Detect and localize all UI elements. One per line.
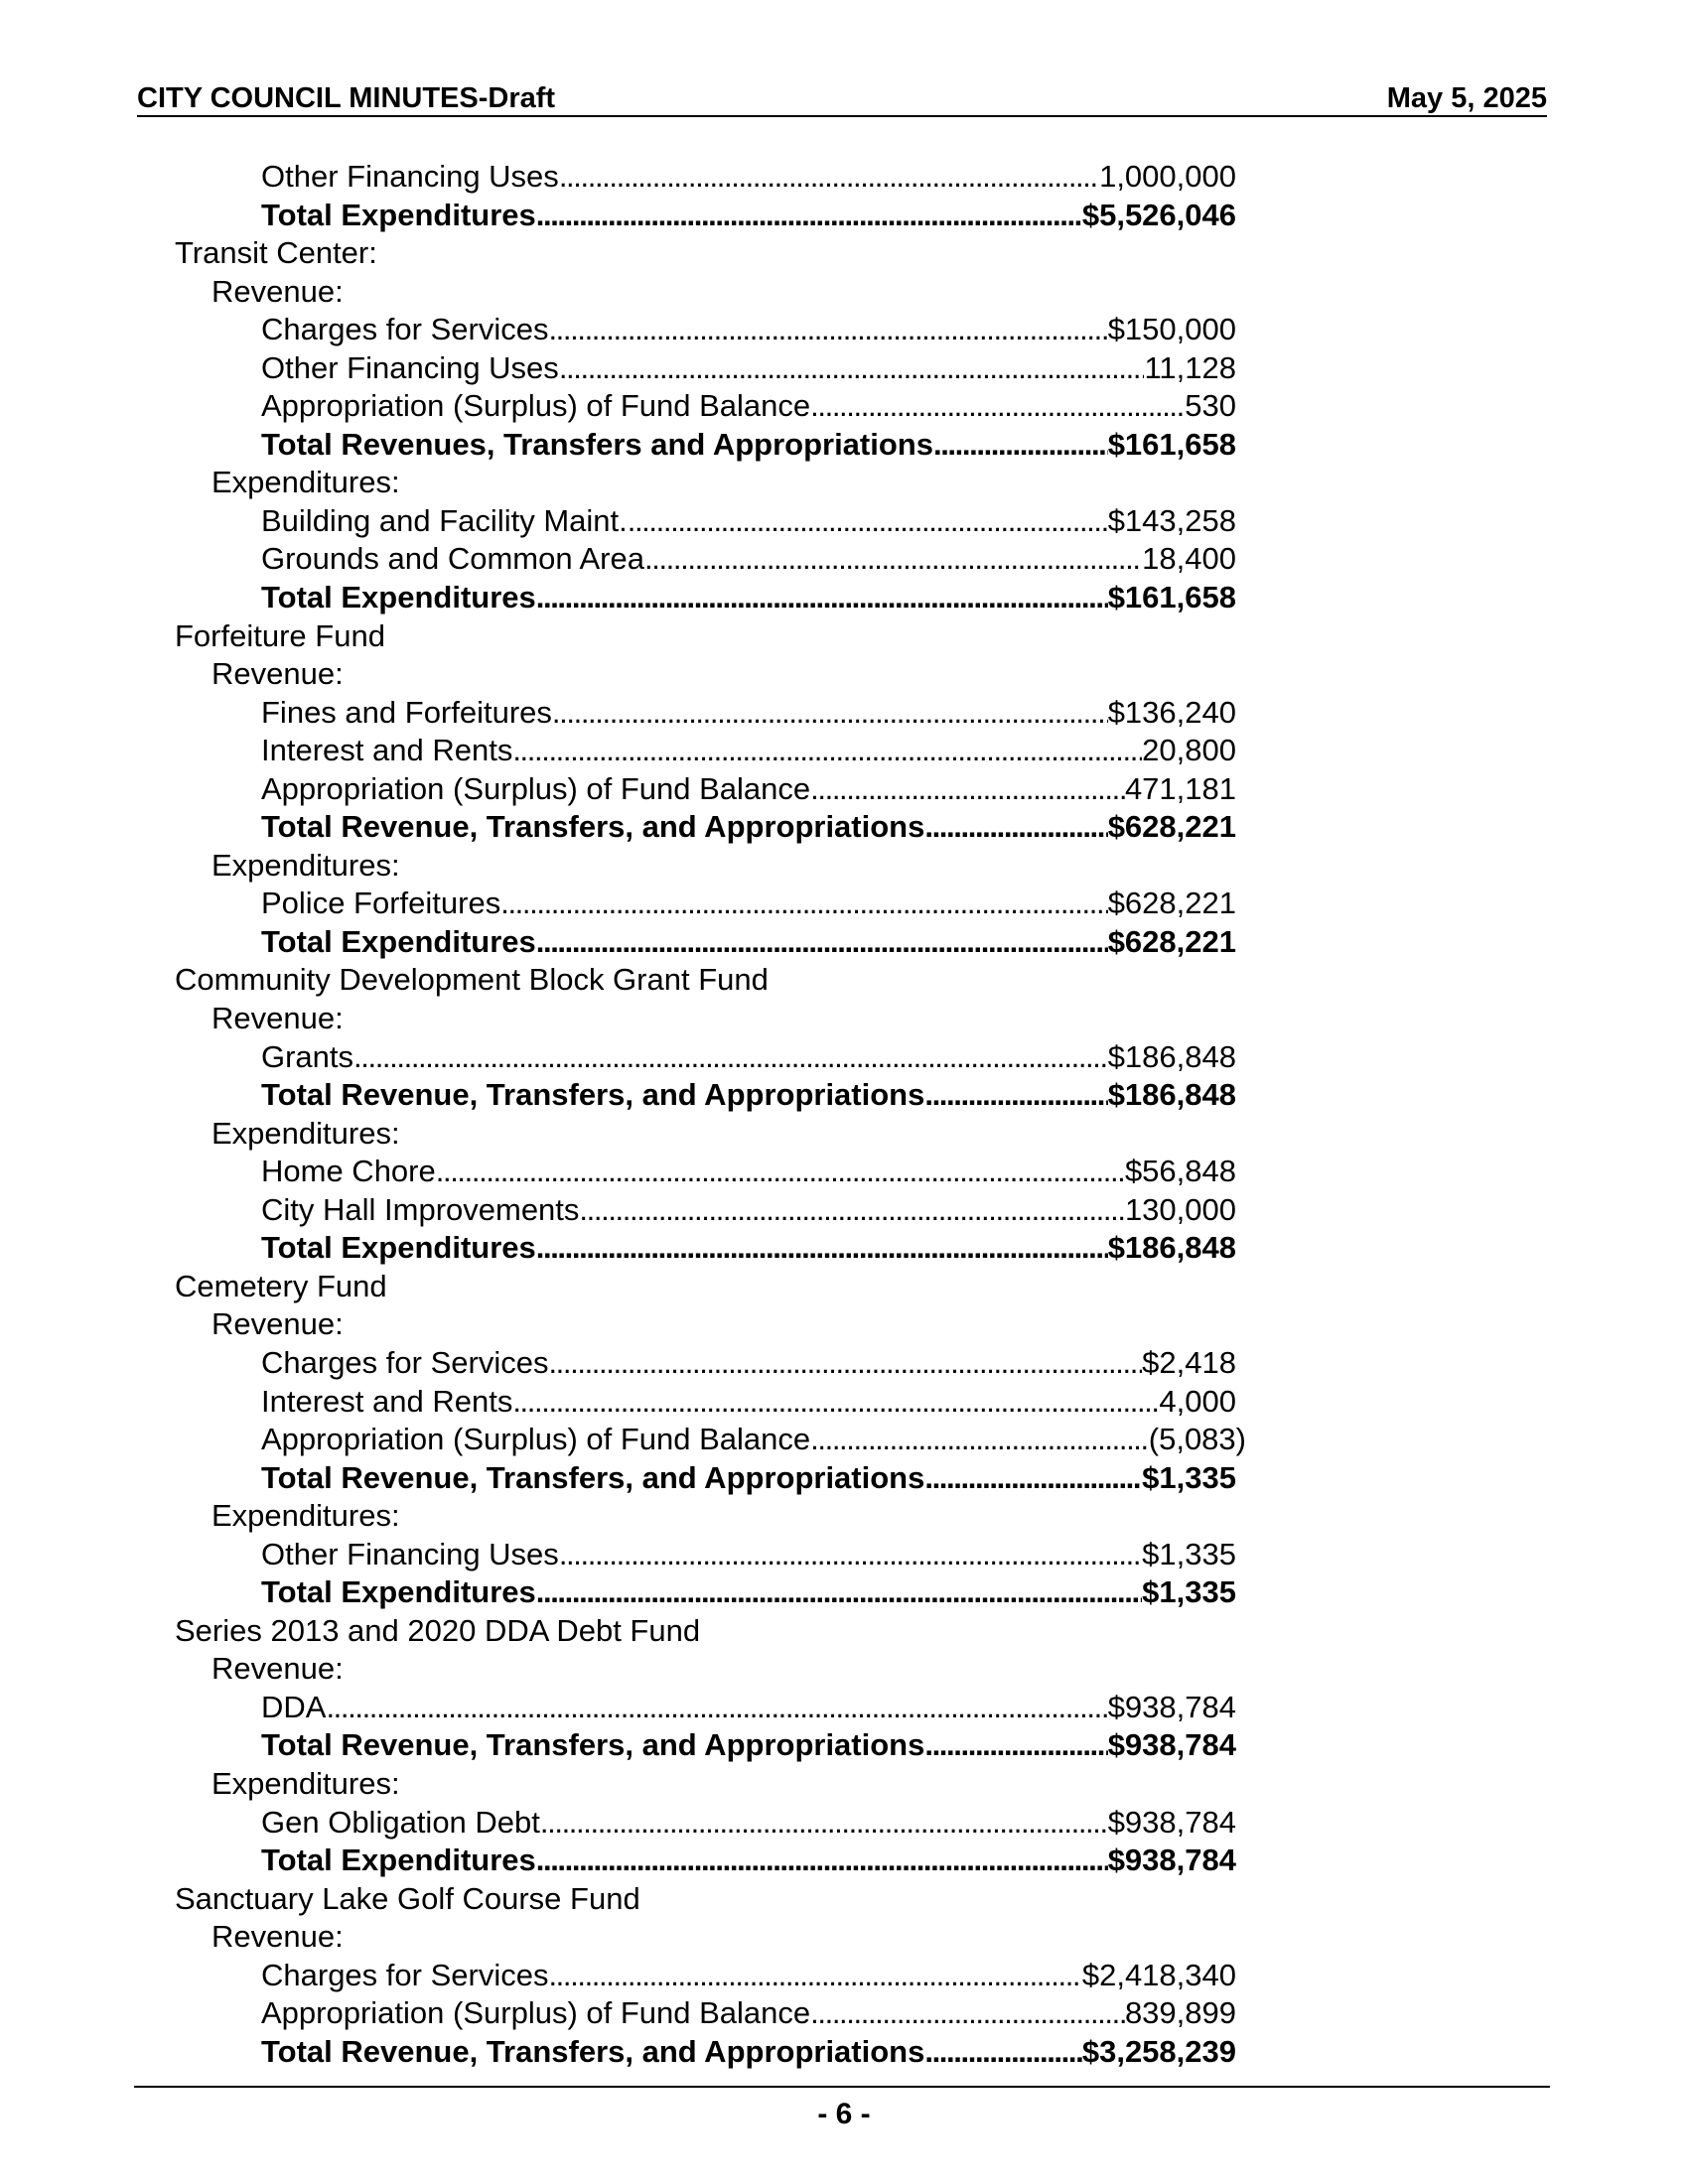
line-item-label: Appropriation (Surplus) of Fund Balance <box>261 1422 811 1457</box>
section-heading: Revenue: <box>211 1306 344 1342</box>
line-item-amount: $938,784 <box>1107 1843 1236 1878</box>
line-item <box>261 1421 1246 1459</box>
line-item-amount: (5,083) <box>1148 1422 1246 1457</box>
line-item <box>261 732 1236 770</box>
line-item <box>261 1191 1236 1230</box>
line-item-amount: 471,181 <box>1124 770 1236 806</box>
section-heading: Revenue: <box>211 1919 344 1955</box>
dot-leader <box>810 1994 1125 2033</box>
line-item-amount: $1,335 <box>1142 1536 1236 1571</box>
total-line-item <box>261 1726 1236 1765</box>
line-item-amount: $938,784 <box>1107 1689 1236 1724</box>
line-item <box>261 1957 1236 1995</box>
document-date: May 5, 2025 <box>1386 82 1547 114</box>
dot-leader <box>924 1076 1107 1115</box>
line-item-label: Total Revenue, Transfers, and Appropriations <box>261 809 925 845</box>
line-item <box>261 1689 1236 1727</box>
line-item-label: Total Revenue, Transfers, and Appropriations <box>261 1459 925 1495</box>
line-item-label: Total Expenditures <box>261 923 536 959</box>
line-item-label: Interest and Rents <box>261 733 513 768</box>
dot-leader <box>512 1383 1159 1422</box>
fund-heading: Series 2013 and 2020 DDA Debt Fund <box>175 1612 701 1648</box>
line-item-amount: $938,784 <box>1107 1727 1236 1763</box>
dot-leader <box>536 923 1108 962</box>
line-item <box>261 694 1236 733</box>
line-item-amount: $1,335 <box>1142 1574 1236 1610</box>
section-heading: Revenue: <box>211 1001 344 1036</box>
section-heading: Expenditures: <box>211 1498 400 1534</box>
total-line-item <box>261 808 1236 847</box>
line-item-label: Total Revenue, Transfers, and Appropriations <box>261 1077 925 1113</box>
dot-leader <box>512 732 1142 770</box>
line-item-amount: 20,800 <box>1142 733 1236 768</box>
line-item-label: Other Financing Uses <box>261 349 559 385</box>
dot-leader <box>500 885 1107 923</box>
dot-leader <box>552 694 1108 733</box>
line-item <box>261 502 1236 541</box>
line-item <box>261 349 1236 388</box>
section-heading: Revenue: <box>211 1651 344 1687</box>
line-item-label: Grounds and Common Area <box>261 541 644 577</box>
line-item <box>261 885 1236 923</box>
dot-leader <box>924 1459 1142 1498</box>
line-item-amount: $2,418,340 <box>1081 1957 1236 1992</box>
line-item-label: Charges for Services <box>261 1957 549 1992</box>
page-header <box>137 81 1547 117</box>
line-item-label: Appropriation (Surplus) of Fund Balance <box>261 388 811 424</box>
total-line-item <box>261 197 1236 235</box>
line-item-amount: $628,221 <box>1107 809 1236 845</box>
line-item-amount: $150,000 <box>1107 312 1236 347</box>
line-item-amount: $628,221 <box>1107 923 1236 959</box>
line-item-amount: 1,000,000 <box>1099 159 1236 194</box>
line-item <box>261 1344 1236 1383</box>
line-item-amount: $136,240 <box>1107 694 1236 730</box>
line-item <box>261 311 1236 349</box>
fund-heading: Sanctuary Lake Golf Course Fund <box>175 1880 640 1916</box>
line-item-label: Interest and Rents <box>261 1383 513 1419</box>
line-item-label: Total Expenditures <box>261 580 536 615</box>
line-item-label: Appropriation (Surplus) of Fund Balance <box>261 1995 811 2031</box>
line-item <box>261 770 1236 809</box>
dot-leader <box>924 1726 1107 1765</box>
total-line-item <box>261 1573 1236 1612</box>
line-item-amount: $1,335 <box>1142 1459 1236 1495</box>
total-line-item <box>261 1459 1236 1498</box>
dot-leader <box>628 502 1108 541</box>
dot-leader <box>644 540 1142 579</box>
dot-leader <box>326 1689 1107 1727</box>
dot-leader <box>810 387 1185 426</box>
dot-leader <box>353 1038 1108 1077</box>
line-item-amount: $2,418 <box>1142 1344 1236 1380</box>
fund-heading: Community Development Block Grant Fund <box>175 962 769 998</box>
line-item-label: Charges for Services <box>261 312 549 347</box>
line-item-label: Fines and Forfeitures <box>261 694 552 730</box>
line-item-label: Total Expenditures <box>261 1574 536 1610</box>
section-heading: Expenditures: <box>211 1765 400 1801</box>
dot-leader <box>810 1421 1149 1459</box>
line-item-label: Total Expenditures <box>261 1843 536 1878</box>
line-item <box>261 158 1236 197</box>
line-item-amount: 18,400 <box>1142 541 1236 577</box>
line-item-amount: $3,258,239 <box>1081 2033 1236 2069</box>
fund-heading: Forfeiture Fund <box>175 617 385 653</box>
line-item-amount: 4,000 <box>1159 1383 1236 1419</box>
line-item <box>261 1994 1236 2033</box>
line-item-label: Total Revenue, Transfers, and Appropriations <box>261 1727 925 1763</box>
total-line-item <box>261 579 1236 617</box>
dot-leader <box>548 311 1107 349</box>
line-item-amount: 130,000 <box>1124 1191 1236 1227</box>
line-item-label: DDA <box>261 1689 327 1724</box>
section-heading: Expenditures: <box>211 1115 400 1151</box>
total-line-item <box>261 426 1236 465</box>
dot-leader <box>436 1153 1125 1191</box>
page-number: - 6 - <box>817 2098 871 2130</box>
dot-leader <box>559 349 1145 388</box>
dot-leader <box>579 1191 1125 1230</box>
total-line-item <box>261 1076 1236 1115</box>
line-item-label: Total Expenditures <box>261 1230 536 1266</box>
line-item-label: Total Expenditures <box>261 197 536 232</box>
line-item-label: Other Financing Uses <box>261 159 559 194</box>
line-item-amount: $186,848 <box>1107 1038 1236 1074</box>
dot-leader <box>536 197 1082 235</box>
line-item <box>261 387 1236 426</box>
line-item <box>261 1153 1236 1191</box>
fund-heading: Transit Center: <box>175 235 377 271</box>
total-line-item <box>261 1229 1236 1268</box>
line-item-amount: $628,221 <box>1107 886 1236 921</box>
line-item-label: Appropriation (Surplus) of Fund Balance <box>261 770 811 806</box>
line-item-amount: $5,526,046 <box>1081 197 1236 232</box>
dot-leader <box>536 1573 1142 1612</box>
dot-leader <box>540 1804 1108 1843</box>
line-item <box>261 1536 1236 1574</box>
line-item-label: Police Forfeitures <box>261 886 501 921</box>
fund-heading: Cemetery Fund <box>175 1268 387 1303</box>
line-item-amount: $56,848 <box>1124 1154 1236 1189</box>
line-item <box>261 1383 1236 1422</box>
section-heading: Expenditures: <box>211 847 400 883</box>
line-item-amount: $186,848 <box>1107 1230 1236 1266</box>
line-item-label: Building and Facility Maint. <box>261 502 628 538</box>
line-item-label: Total Revenues, Transfers and Appropriations <box>261 426 933 462</box>
section-heading: Revenue: <box>211 273 344 309</box>
dot-leader <box>559 1536 1142 1574</box>
line-item-label: Grants <box>261 1038 354 1074</box>
total-line-item <box>261 923 1236 962</box>
line-item-label: Total Revenue, Transfers, and Appropriations <box>261 2033 925 2069</box>
budget-listing <box>0 158 1688 2071</box>
dot-leader <box>810 770 1125 809</box>
line-item-amount: $938,784 <box>1107 1804 1236 1840</box>
line-item-amount: $161,658 <box>1107 580 1236 615</box>
line-item-amount: $186,848 <box>1107 1077 1236 1113</box>
dot-leader <box>536 1842 1108 1880</box>
dot-leader <box>536 1229 1108 1268</box>
line-item-amount: $161,658 <box>1107 426 1236 462</box>
line-item <box>261 540 1236 579</box>
line-item-label: City Hall Improvements <box>261 1191 580 1227</box>
line-item-label: Other Financing Uses <box>261 1536 559 1571</box>
footer-divider <box>134 2086 1550 2088</box>
line-item <box>261 1038 1236 1077</box>
section-heading: Expenditures: <box>211 465 400 500</box>
dot-leader <box>536 579 1108 617</box>
line-item-amount: 11,128 <box>1144 349 1236 385</box>
line-item <box>261 1804 1236 1843</box>
total-line-item <box>261 2033 1236 2072</box>
line-item-label: Charges for Services <box>261 1344 549 1380</box>
line-item-amount: 839,899 <box>1124 1995 1236 2031</box>
dot-leader <box>548 1957 1081 1995</box>
document-title: CITY COUNCIL MINUTES-Draft <box>137 82 556 114</box>
dot-leader <box>559 158 1099 197</box>
line-item-amount: 530 <box>1185 388 1236 424</box>
section-heading: Revenue: <box>211 656 344 692</box>
dot-leader <box>924 2033 1081 2072</box>
dot-leader <box>548 1344 1142 1383</box>
dot-leader <box>933 426 1108 465</box>
line-item-label: Gen Obligation Debt <box>261 1804 540 1840</box>
line-item-amount: $143,258 <box>1107 502 1236 538</box>
line-item-label: Home Chore <box>261 1154 436 1189</box>
dot-leader <box>924 808 1107 847</box>
total-line-item <box>261 1842 1236 1880</box>
